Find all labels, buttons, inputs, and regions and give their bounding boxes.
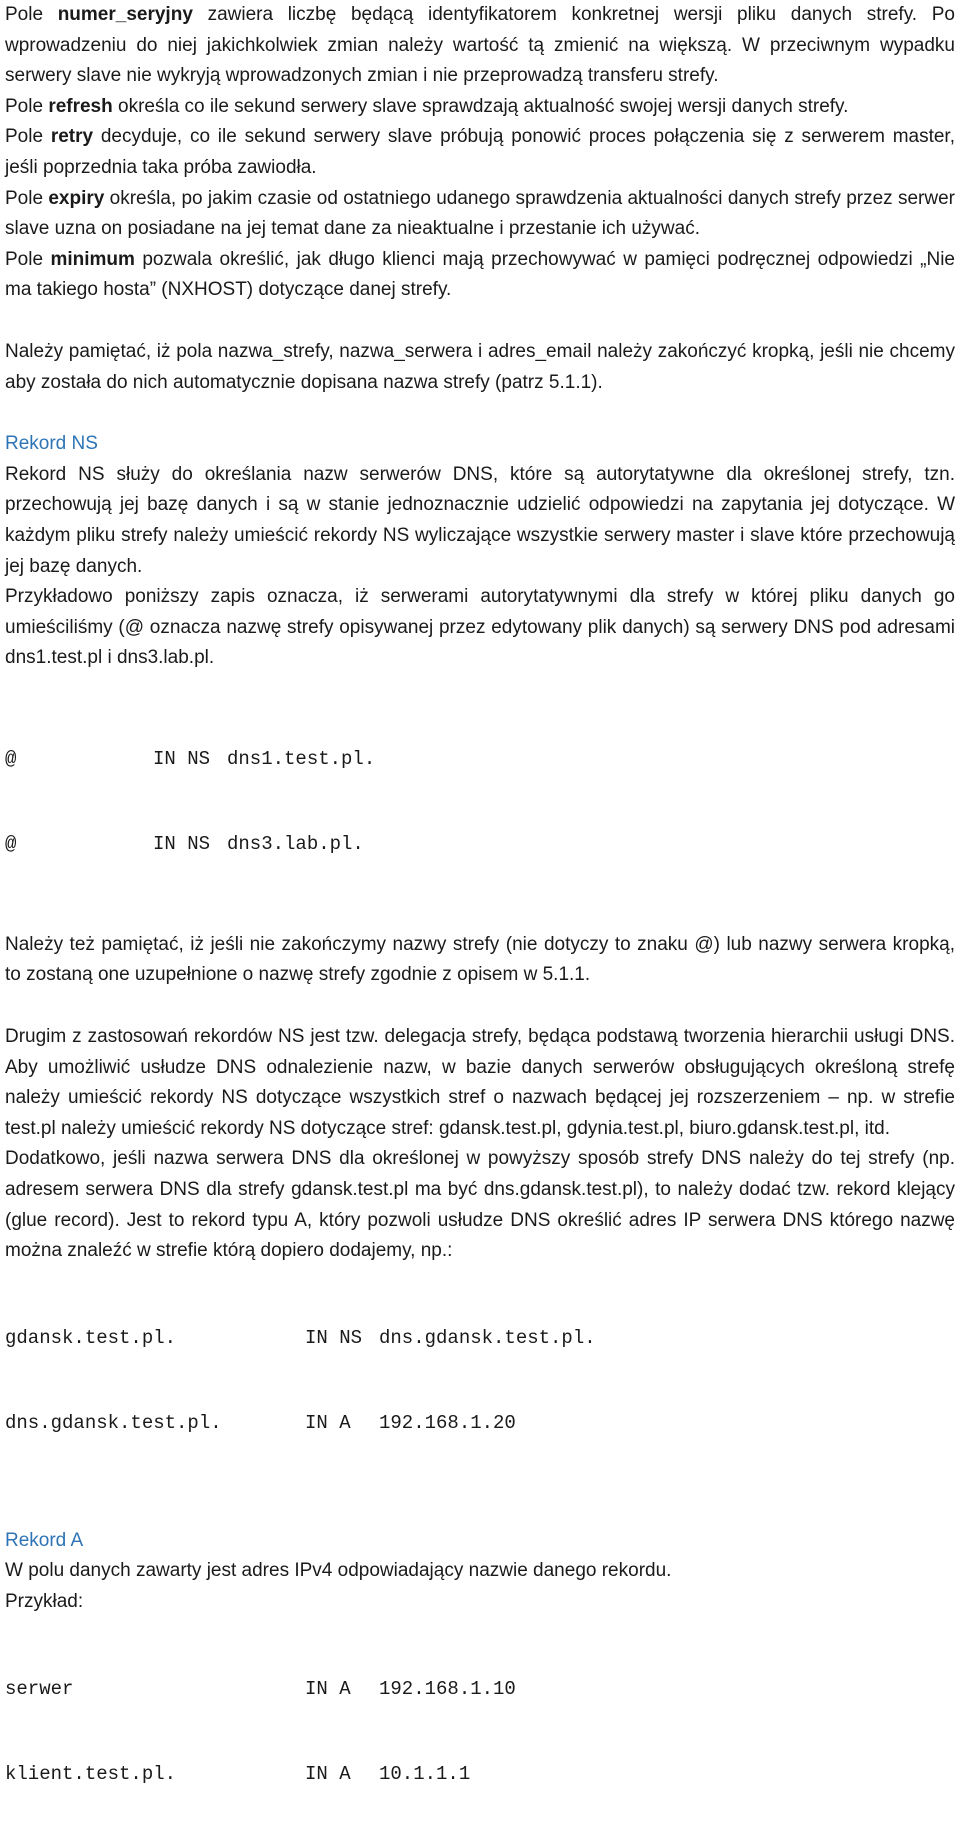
paragraph-expiry: Pole expiry określa, po jakim czasie od ostatniego udanego sprawdzenia aktualności danych strefy przez serwer slave uzna on posiadane na jej temat dane za nieaktualne i przestanie ich używać. [5,187,955,240]
paragraph-retry: Pole retry decyduje, co ile sekund serwery slave próbują ponowić proces połączenia się z serwerem master, jeśli poprzednia taka próba zawiodła. [5,126,955,178]
paragraph-ns-intro: Rekord NS służy do określania nazw serwerów DNS, które są autorytatywne dla określonej strefy, tzn. przechowują jej bazę danych i są w stanie jednoznacznie udzielić odpowiedzi na zapytania jej dotyczące. W każdym pliku strefy należy umieścić rekordy NS wyliczające wszystkie serwery master i slave które przechowują jej bazę danych. [5,463,955,577]
spacer [5,991,955,1022]
code-line: dns.gdansk.test.pl. IN A 192.168.1.20 [5,1412,516,1435]
paragraph-minimum: Pole minimum pozwala określić, jak długo klienci mają przechowywać w pamięci podręcznej odpowiedzi „Nie ma takiego hosta” (NXHOST) dotyczące danej strefy. [5,248,955,301]
paragraph-example-label: Przykład: [5,1591,84,1612]
spacer [5,1495,955,1526]
code-block-a [5,1618,955,1846]
field-name: refresh [48,95,113,117]
code-line: serwer IN A 192.168.1.10 [5,1677,516,1700]
paragraph-ns-dot-note: Należy też pamiętać, iż jeśli nie zakończymy nazwy strefy (nie dotyczy to znaku @) lub nazwy serwera kropką, to zostaną one uzupełnione o nazwę strefy zgodnie z opisem w 5.1.1. [5,933,955,986]
code-line: @ IN NS dns3.lab.pl. [5,833,364,856]
section-heading-a: Rekord A [5,1529,84,1551]
paragraph-a-intro: W polu danych zawarty jest adres IPv4 odpowiadający nazwie danego rekordu. [5,1560,672,1582]
paragraph-refresh: Pole refresh określa co ile sekund serwery slave sprawdzają aktualność swojej wersji danych strefy. [5,95,849,117]
code-line: klient.test.pl. IN A 10.1.1.1 [5,1763,471,1786]
section-heading-ns: Rekord NS [5,433,98,455]
spacer [5,916,955,930]
paragraph-kropka-note: Należy pamiętać, iż pola nazwa_strefy, nazwa_serwera i adres_email należy zakończyć kropką, jeśli nie chcemy aby została do nich automatycznie dopisana nazwa strefy (patrz 5.1.1). [5,340,955,393]
field-name: expiry [48,187,105,209]
code-line: gdansk.test.pl. IN NS dns.gdansk.test.pl. [5,1326,596,1349]
paragraph-ns-example-intro: Przykładowo poniższy zapis oznacza, iż serwerami autorytatywnymi dla strefy w której pliku danych go umieściliśmy (@ oznacza nazwę strefy opisywanej przez edytowany plik danych) są serwery DNS pod adresami dns1.test.pl i dns3.lab.pl. [5,586,955,669]
field-name: numer_seryjny [57,4,193,25]
paragraph-delegation: Drugim z zastosowań rekordów NS jest tzw. delegacja strefy, będąca podstawą tworzenia hierarchii usługi DNS. Aby umożliwić usłudze DNS odnalezienie nazw, w bazie danych serwerów obsługujących określoną strefę należy umieścić rekordy NS dotyczące wszystkich stref o nazwach będącej jej rozszerzeniem – np. w strefie test.pl należy umieścić rekordy NS dotyczące stref: gdansk.test.pl, gdynia.test.pl, biuro.gdansk.test.pl, itd. [5,1026,955,1139]
spacer [5,398,955,429]
spacer [5,674,955,688]
paragraph-numer-seryjny: Pole numer_seryjny zawiera liczbę będącą identyfikatorem konkretnej wersji pliku danych strefy. Po wprowadzeniu do niej jakichkolwiek zmian należy wartość tą zmienić na większą. W przeciwnym wypadku serwery slave nie wykryją wprowadzonych zmian i nie przeprowadzą transferu strefy. [5,4,955,87]
field-name: retry [50,126,94,148]
code-block-glue [5,1267,955,1495]
spacer [5,306,955,337]
code-line: @ IN NS dns1.test.pl. [5,747,376,770]
paragraph-glue-record: Dodatkowo, jeśli nazwa serwera DNS dla określonej w powyższy sposób strefy DNS należy do tej strefy (np. adresem serwera DNS dla strefy gdansk.test.pl ma być dns.gdansk.test.pl), to należy dodać tzw. rekord klejący (glue record). Jest to rekord typu A, który pozwoli usłudze DNS określić adres IP serwera DNS którego nazwę można znaleźć w strefie którą dopiero dodajemy, np.: [5,1148,955,1262]
code-block-ns [5,688,955,916]
field-name: minimum [50,248,135,270]
